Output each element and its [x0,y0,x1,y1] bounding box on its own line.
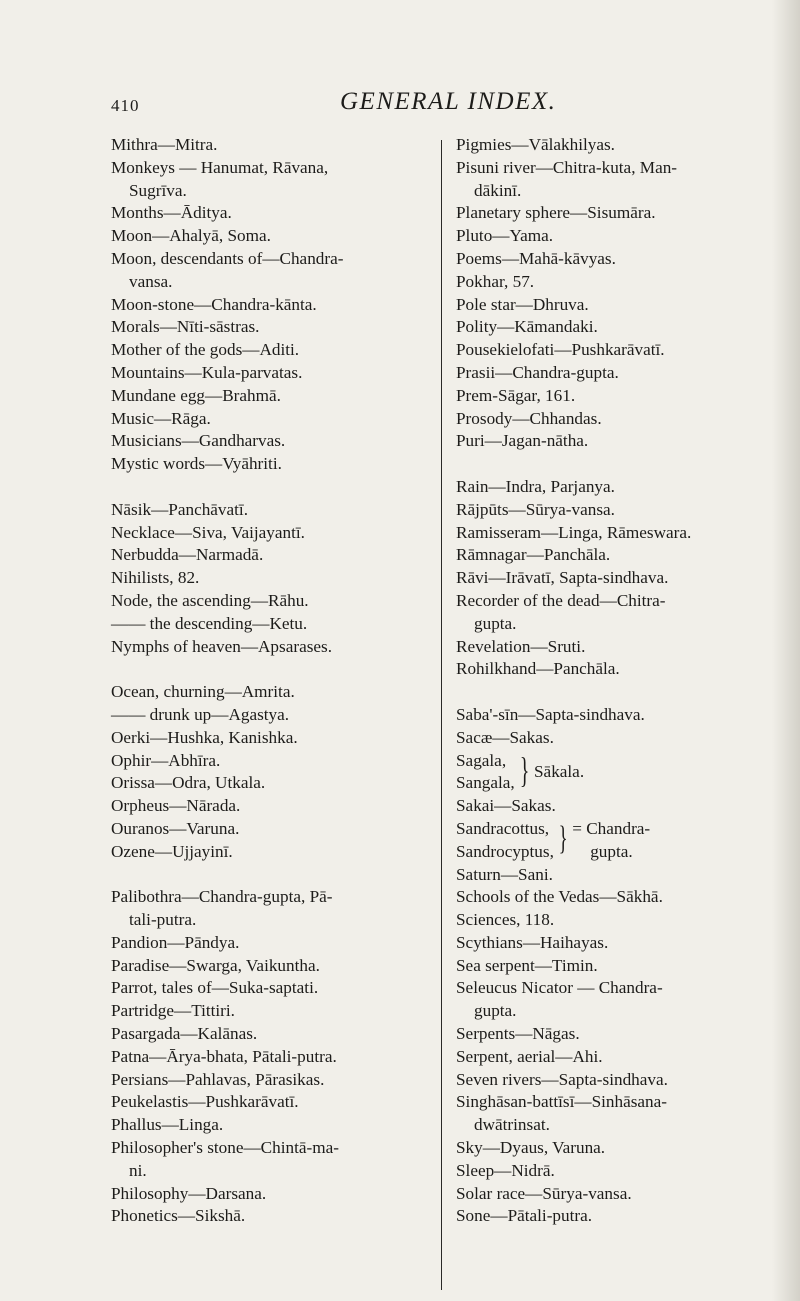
index-entry [456,316,766,339]
index-entry-line: Necklace—Siva, Vaijayantī. [111,522,305,542]
index-entry [456,522,766,545]
index-entry-line: Node, the ascending—Rāhu. [111,590,309,610]
index-entry-line: Scythians—Haihayas. [456,932,609,952]
index-entry [111,750,431,773]
index-entry-line: Sacæ—Sakas. [456,727,554,747]
index-entry-continuation: gupta. [474,613,517,633]
index-entry [111,453,431,476]
index-entry [456,1160,766,1183]
section-gap [111,476,431,499]
brace-symbol: } [558,819,568,857]
index-entry-line: Nihilists, 82. [111,568,200,588]
index-entry [111,886,431,932]
index-entry [456,795,766,818]
index-entry-line: Philosopher's stone—Chintā-ma- [111,1138,339,1158]
index-entry-line: Prem-Sāgar, 161. [456,385,576,405]
index-entry [111,841,431,864]
index-entry [111,430,431,453]
brace-target: = Chandra- [572,818,651,838]
index-entry-line: Peukelastis—Pushkarāvatī. [111,1092,299,1112]
section-gap [456,681,766,704]
index-entry [456,727,766,750]
index-entry [111,977,431,1000]
index-entry [456,271,766,294]
index-entry-line: Seven rivers—Sapta-sindhava. [456,1069,668,1089]
index-entry [111,613,431,636]
column-divider [441,140,442,1290]
brace-symbol: } [519,750,530,791]
section-gap [456,453,766,476]
index-entry-line: Prosody—Chhandas. [456,408,602,428]
index-entry-line: Puri—Jagan-nātha. [456,431,589,451]
index-entry-line: Seleucus Nicator — Chandra- [456,978,663,998]
index-entry-line: Sleep—Nidrā. [456,1160,555,1180]
index-entry [111,1183,431,1206]
index-entry-continuation: dākinī. [474,180,522,200]
index-entry [456,658,766,681]
index-entry-line: Rāvi—Irāvatī, Sapta-sindhava. [456,568,669,588]
index-entry [111,1137,431,1183]
index-entry [456,1137,766,1160]
index-entry-line: Music—Rāga. [111,408,211,428]
page-edge-shadow [772,0,800,1301]
index-entry-line: Sakai—Sakas. [456,796,556,816]
index-entry [111,134,431,157]
index-entry-line: Ozene—Ujjayinī. [111,841,233,861]
index-entry [111,1023,431,1046]
running-head: GENERAL INDEX. [340,88,557,115]
index-entry-line: Orissa—Odra, Utkala. [111,773,266,793]
index-entry-line: —— the descending—Ketu. [111,613,308,633]
index-entry-line: Pokhar, 57. [456,271,535,291]
index-entry-line: Morals—Nīti-sāstras. [111,317,260,337]
index-entry-line: Nymphs of heaven—Apsarases. [111,636,332,656]
index-entry [111,681,431,704]
index-entry [456,1091,766,1137]
index-entry-line: Sone—Pātali-putra. [456,1206,593,1226]
index-entry [456,1205,766,1228]
index-entry [111,590,431,613]
index-entry [111,636,431,659]
index-entry-line: Nerbudda—Narmadā. [111,545,264,565]
index-entry-line: Pigmies—Vālakhilyas. [456,135,615,154]
index-entry [111,567,431,590]
index-entry [111,294,431,317]
brace-name: Sandrocyptus, [456,841,554,861]
index-entry-line: Ouranos—Varuna. [111,818,240,838]
index-entry [456,636,766,659]
index-entry [456,864,766,887]
index-entry-line: Mithra—Mitra. [111,135,218,154]
index-entry [456,202,766,225]
index-entry [456,1183,766,1206]
page-number: 410 [111,96,140,115]
index-entry [456,499,766,522]
index-entry [111,499,431,522]
index-entry [111,225,431,248]
index-entry [456,886,766,909]
index-entry [456,544,766,567]
index-entry-line: Pasargada—Kalānas. [111,1024,258,1044]
index-entry [111,362,431,385]
brace-name: Sagala, [456,750,507,770]
index-entry-continuation: gupta. [474,1001,517,1021]
index-entry-line: Parrot, tales of—Suka-saptati. [111,978,319,998]
index-entry [456,157,766,203]
index-entry [111,248,431,294]
brace-name: Sandracottus, [456,818,550,838]
index-entry [111,339,431,362]
brace-target-continued: gupta. [590,841,633,861]
index-entry-line: Orpheus—Nārada. [111,796,241,816]
index-entry-line: Monkeys — Hanumat, Rāvana, [111,157,329,177]
index-entry [111,1000,431,1023]
index-entry [456,955,766,978]
index-entry-line: Phonetics—Sikshā. [111,1206,246,1226]
section-gap [111,864,431,887]
index-entry-line: Partridge—Tittiri. [111,1001,235,1021]
index-entry-line: Recorder of the dead—Chitra- [456,590,666,610]
index-entry [456,225,766,248]
index-entry [456,408,766,431]
index-entry [456,590,766,636]
index-entry [456,1069,766,1092]
index-entry [111,1091,431,1114]
index-entry [111,544,431,567]
index-entry-line: Serpents—Nāgas. [456,1024,580,1044]
index-column-left [111,134,431,1228]
index-entry [111,157,431,203]
index-entry-line: Poems—Mahā-kāvyas. [456,248,616,268]
index-entry [456,977,766,1023]
index-entry-line: Pandion—Pāndya. [111,932,240,952]
index-entry-line: Singhāsan-battīsī—Sinhāsana- [456,1092,667,1112]
index-entry-line: Months—Āditya. [111,203,232,223]
index-entry-line: Polity—Kāmandaki. [456,317,598,337]
index-entry [111,1205,431,1228]
index-entry-line: Paradise—Swarga, Vaikuntha. [111,955,320,975]
index-entry [456,1046,766,1069]
index-entry [111,1069,431,1092]
index-entry-line: Oerki—Hushka, Kanishka. [111,727,298,747]
index-entry-line: Mystic words—Vyāhriti. [111,454,282,474]
index-entry-continuation: tali-putra. [129,910,197,930]
index-entry [456,339,766,362]
index-entry [111,772,431,795]
index-entry-line: Pole star—Dhruva. [456,294,589,314]
index-entry-line: Mountains—Kula-parvatas. [111,362,303,382]
index-entry-line: Planetary sphere—Sisumāra. [456,203,656,223]
index-entry [456,134,766,157]
index-entry [111,818,431,841]
index-entry-line: Saba'-sīn—Sapta-sindhava. [456,704,645,724]
index-entry [456,932,766,955]
index-entry [456,476,766,499]
index-entry [456,362,766,385]
index-entry [111,955,431,978]
index-column-right [456,134,766,1228]
index-entry-brace-chandragupta [456,818,766,864]
index-entry-line: Moon—Ahalyā, Soma. [111,226,271,246]
index-entry [456,704,766,727]
index-entry [111,932,431,955]
index-entry-line: Ramisseram—Linga, Rāmeswara. [456,522,692,542]
index-entry-line: —— drunk up—Agastya. [111,704,290,724]
index-entry-line: Patna—Ārya-bhata, Pātali-putra. [111,1046,337,1066]
index-entry [456,567,766,590]
index-entry-line: Moon-stone—Chandra-kānta. [111,294,317,314]
index-entry-line: Rāmnagar—Panchāla. [456,545,611,565]
index-entry-line: Schools of the Vedas—Sākhā. [456,887,663,907]
index-entry-brace-sakala [456,750,766,796]
index-entry-line: Rohilkhand—Panchāla. [456,659,620,679]
index-entry [111,704,431,727]
index-entry-line: Moon, descendants of—Chandra- [111,248,344,268]
index-entry [111,522,431,545]
index-entry-line: Prasii—Chandra-gupta. [456,362,619,382]
index-entry-line: Pisuni river—Chitra-kuta, Man- [456,157,678,177]
index-entry [111,202,431,225]
index-entry-line: Rājpūts—Sūrya-vansa. [456,499,615,519]
index-entry [111,795,431,818]
index-entry-line: Pluto—Yama. [456,226,554,246]
index-entry-line: Nāsik—Panchāvatī. [111,499,248,519]
index-entry-line: Mundane egg—Brahmā. [111,385,281,405]
index-entry-line: Saturn—Sani. [456,864,553,884]
index-entry-line: Ocean, churning—Amrita. [111,682,295,702]
index-entry-line: Revelation—Sruti. [456,636,586,656]
index-entry-continuation: dwātrinsat. [474,1115,550,1135]
index-entry [456,385,766,408]
brace-name: Sangala, [456,773,515,793]
index-entry [111,727,431,750]
index-entry-continuation: ni. [129,1160,147,1180]
index-entry-line: Musicians—Gandharvas. [111,431,286,451]
index-entry [456,294,766,317]
index-entry [111,316,431,339]
section-gap [111,658,431,681]
index-entry-line: Rain—Indra, Parjanya. [456,476,615,496]
brace-target: Sākala. [534,761,585,781]
index-entry-continuation: vansa. [129,271,173,291]
index-entry [111,385,431,408]
index-entry-line: Phallus—Linga. [111,1115,224,1135]
index-entry-line: Palibothra—Chandra-gupta, Pā- [111,887,333,907]
index-entry-line: Sciences, 118. [456,910,555,930]
index-entry [456,248,766,271]
index-entry-line: Serpent, aerial—Ahi. [456,1046,603,1066]
index-entry [111,408,431,431]
index-entry-line: Solar race—Sūrya-vansa. [456,1183,632,1203]
index-entry-line: Mother of the gods—Aditi. [111,340,300,360]
index-entry-continuation: Sugrīva. [129,180,187,200]
index-entry [456,1023,766,1046]
index-entry [456,430,766,453]
index-entry-line: Persians—Pahlavas, Pārasikas. [111,1069,325,1089]
index-entry [456,909,766,932]
index-entry-line: Sky—Dyaus, Varuna. [456,1138,606,1158]
index-entry [111,1046,431,1069]
index-entry-line: Ophir—Abhīra. [111,750,221,770]
page-header [0,88,800,118]
index-entry [111,1114,431,1137]
index-entry-line: Sea serpent—Timin. [456,955,598,975]
index-entry-line: Philosophy—Darsana. [111,1183,267,1203]
index-entry-line: Pousekielofati—Pushkarāvatī. [456,340,665,360]
